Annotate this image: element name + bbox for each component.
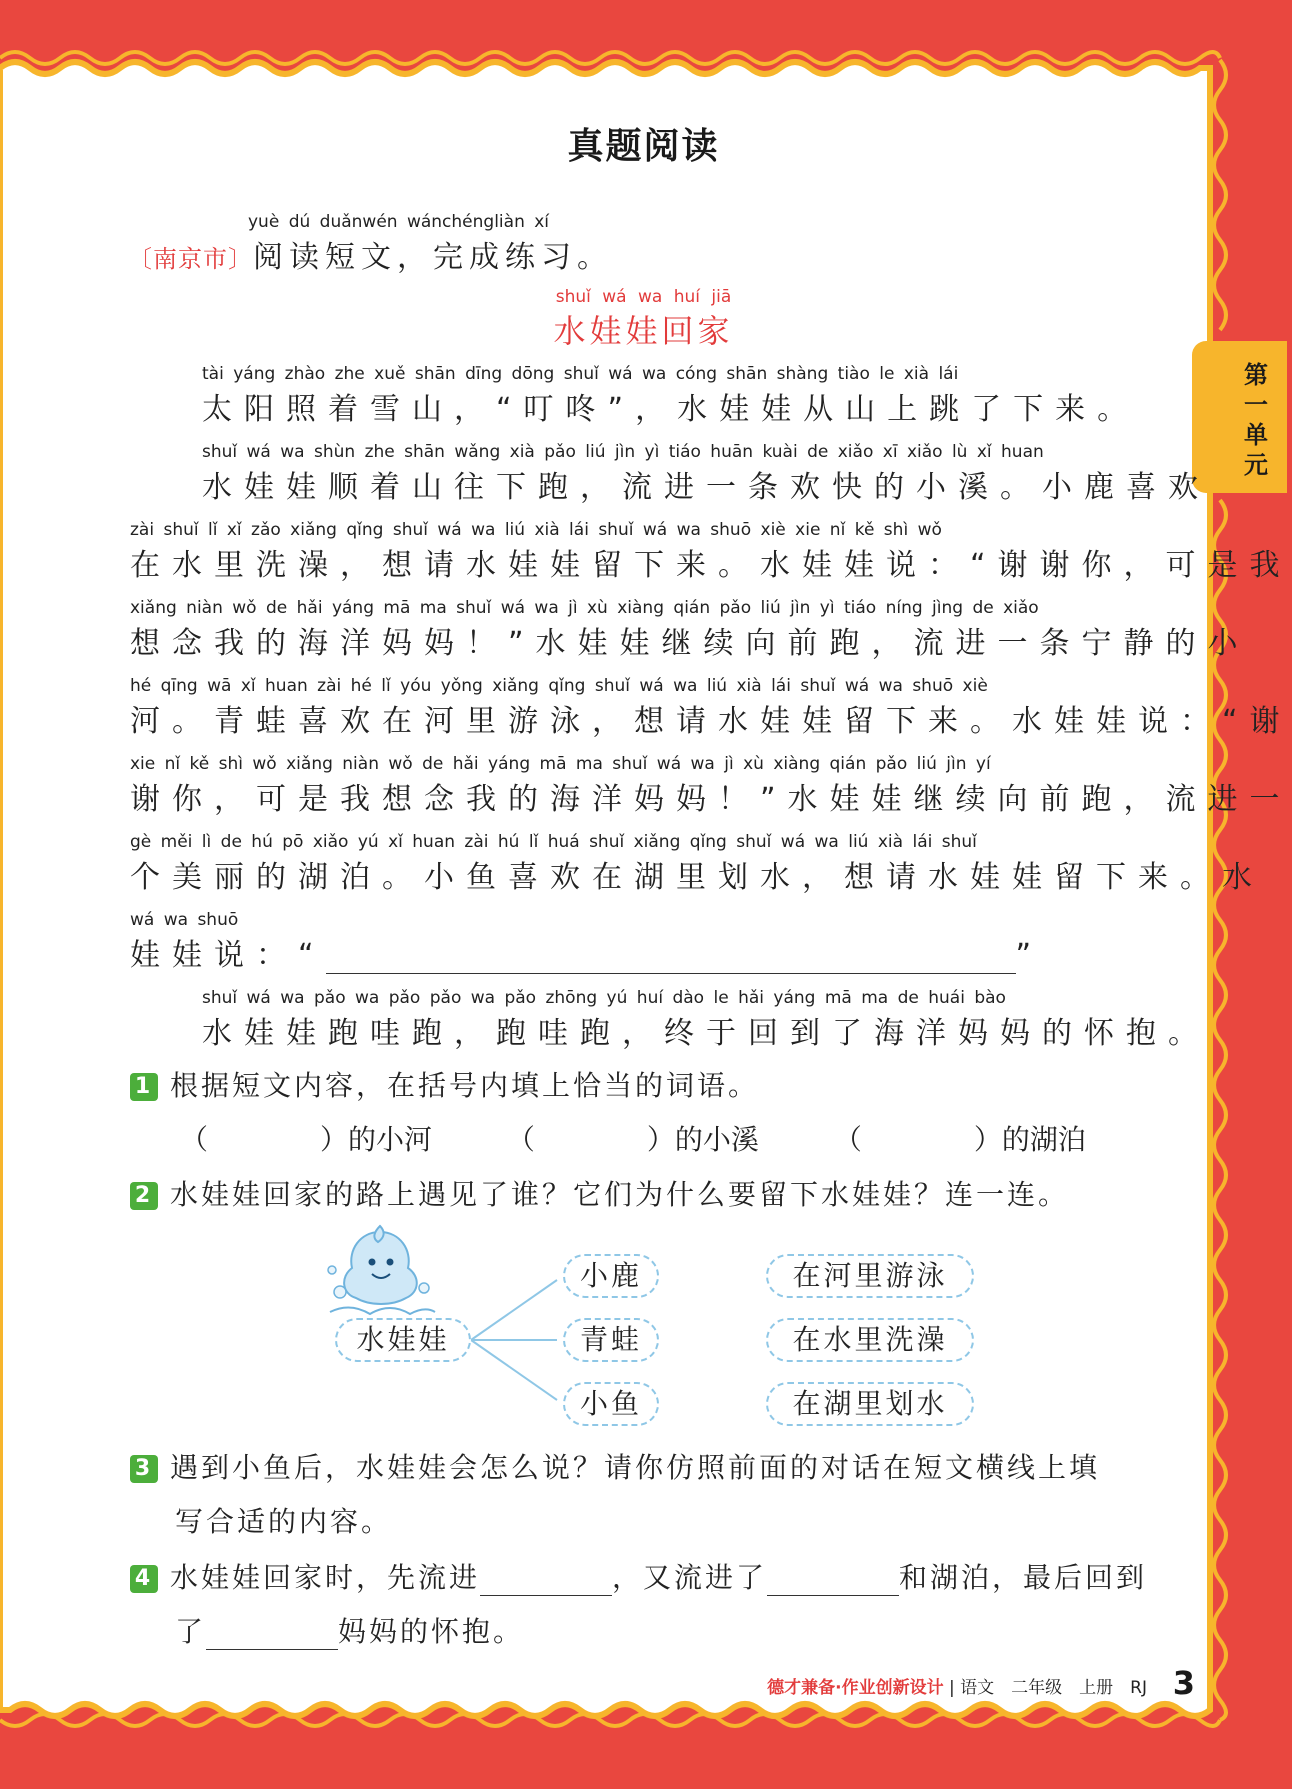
footer-brand: 德才兼备·作业创新设计 (767, 1678, 944, 1698)
story-line (130, 1008, 1242, 1051)
question-text: 遇到小鱼后，水娃娃会怎么说？请你仿照前面的对话在短文横线上填 (170, 1451, 1101, 1484)
story-title: 水娃娃回家 (553, 312, 734, 350)
story-title-pinyin: shuǐ wá wa huí jiā (555, 287, 732, 307)
story-line-pinyin: xie nǐ kě shì wǒ xiǎng niàn wǒ de hǎi yáng mā ma shuǐ wá wa jì xù xiàng qián pǎo liú jìn yí (130, 754, 991, 774)
story-line (130, 618, 1250, 661)
story-line-text: 在水里洗澡，想请水娃娃留下来。水娃娃说：“谢谢你，可是我 (130, 548, 1292, 583)
story-line-text: 谢你，可是我想念我的海洋妈妈！”水娃娃继续向前跑，流进一 (130, 782, 1292, 817)
question-number: 4 (130, 1565, 158, 1593)
footer: 德才兼备·作业创新设计 | 语文 二年级 上册 RJ (767, 1678, 1147, 1698)
question-3-continued: 写合适的内容。 (175, 1505, 393, 1538)
question-number: 1 (130, 1073, 158, 1101)
match-center-water-doll[interactable]: 水娃娃 (335, 1318, 471, 1362)
closing-quote: ” (1015, 938, 1044, 973)
connector-lines (463, 1270, 563, 1410)
q1-blank-lake[interactable]: （ ）的湖泊 (833, 1123, 1086, 1156)
question-text: ，又流进了 (612, 1561, 768, 1594)
page-number: 3 (1172, 1664, 1195, 1702)
story-line (130, 774, 1292, 817)
q4-blank-1[interactable] (480, 1569, 612, 1596)
story-line (130, 930, 1170, 973)
story-line-pinyin: shuǐ wá wa shùn zhe shān wǎng xià pǎo liú jìn yì tiáo huān kuài de xiǎo xī xiǎo lù xǐ huan (202, 442, 1044, 462)
unit-tab-label: 第一单元 (1244, 361, 1268, 479)
question-text: 根据短文内容，在括号内填上恰当的词语。 (170, 1069, 760, 1102)
q1-blank-river[interactable]: （ ）的小河 (180, 1123, 433, 1156)
page-title: 真题阅读 (567, 126, 720, 167)
source-tag: 〔南京市〕 (128, 245, 253, 273)
match-reason-bath[interactable]: 在水里洗澡 (766, 1318, 974, 1362)
question-text: 和湖泊，最后回到 (899, 1561, 1148, 1594)
question-text: 妈妈的怀抱。 (338, 1615, 525, 1648)
story-line-text: 水娃娃顺着山往下跑，流进一条欢快的小溪。小鹿喜欢 (202, 470, 1210, 505)
question-4-continued (175, 1610, 1215, 1650)
question-4 (130, 1556, 1170, 1596)
question-number: 2 (130, 1182, 158, 1210)
answer-blank[interactable] (326, 943, 1016, 974)
question-2 (130, 1173, 1170, 1213)
question-text: 水娃娃回家的路上遇见了谁？它们为什么要留下水娃娃？连一连。 (170, 1178, 1070, 1211)
story-line (130, 852, 1264, 895)
question-1 (130, 1064, 1170, 1104)
match-animal-deer[interactable]: 小鹿 (563, 1254, 659, 1298)
story-line-pinyin: shuǐ wá wa pǎo wa pǎo pǎo wa pǎo zhōng yú huí dào le hǎi yáng mā ma de huái bào (202, 988, 1006, 1008)
question-3 (130, 1446, 1170, 1486)
story-line-pinyin: wá wa shuō (130, 910, 239, 930)
instruction-text: 阅读短文，完成练习。 (253, 240, 613, 275)
match-reason-paddle[interactable]: 在湖里划水 (766, 1382, 974, 1426)
question-number: 3 (130, 1455, 158, 1483)
story-line-pinyin: xiǎng niàn wǒ de hǎi yáng mā ma shuǐ wá wa jì xù xiàng qián pǎo liú jìn yì tiáo níng jìng de xiǎo (130, 598, 1039, 618)
match-animal-frog[interactable]: 青蛙 (563, 1318, 659, 1362)
story-line (130, 462, 1242, 505)
story-line-text: 娃娃说：“ (130, 938, 326, 973)
instruction (128, 232, 613, 276)
story-line (130, 540, 1292, 583)
match-animal-fish[interactable]: 小鱼 (563, 1382, 659, 1426)
story-line-text: 太阳照着雪山，“叮咚”，水娃娃从山上跳了下来。 (202, 392, 1140, 427)
water-doll-icon (320, 1222, 440, 1322)
footer-info: 语文 二年级 上册 RJ (960, 1678, 1147, 1698)
story-line-text: 想念我的海洋妈妈！”水娃娃继续向前跑，流进一条宁静的小 (130, 626, 1250, 661)
q4-blank-3[interactable] (206, 1623, 338, 1650)
story-line-text: 个美丽的湖泊。小鱼喜欢在湖里划水，想请水娃娃留下来。水 (130, 860, 1264, 895)
story-line-text: 河。青蛙喜欢在河里游泳，想请水娃娃留下来。水娃娃说：“谢 (130, 704, 1292, 739)
story-line-pinyin: zài shuǐ lǐ xǐ zǎo xiǎng qǐng shuǐ wá wa liú xià lái shuǐ wá wa shuō xiè xie nǐ kě shì wǒ (130, 520, 942, 540)
story-line-text: 水娃娃跑哇跑，跑哇跑，终于回到了海洋妈妈的怀抱。 (202, 1016, 1210, 1051)
question-text: 水娃娃回家时，先流进 (170, 1561, 481, 1594)
story-line (130, 696, 1292, 739)
match-reason-swim[interactable]: 在河里游泳 (766, 1254, 974, 1298)
q1-blank-stream[interactable]: （ ）的小溪 (506, 1123, 759, 1156)
story-line-pinyin: gè měi lì de hú pō xiǎo yú xǐ huan zài hú lǐ huá shuǐ xiǎng qǐng shuǐ wá wa liú xià lái shuǐ (130, 832, 977, 852)
story-line-pinyin: hé qīng wā xǐ huan zài hé lǐ yóu yǒng xiǎng qǐng shuǐ wá wa liú xià lái shuǐ wá wa shuō xiè (130, 676, 988, 696)
question-text: 了 (175, 1615, 207, 1648)
instruction-pinyin: yuè dú duǎnwén wánchéngliàn xí (248, 212, 550, 232)
story-line-pinyin: tài yáng zhào zhe xuě shān dīng dōng shuǐ wá wa cóng shān shàng tiào le xià lái (202, 364, 959, 384)
q4-blank-2[interactable] (767, 1569, 899, 1596)
q1-fill-row (180, 1118, 1086, 1158)
story-line (130, 384, 1242, 427)
